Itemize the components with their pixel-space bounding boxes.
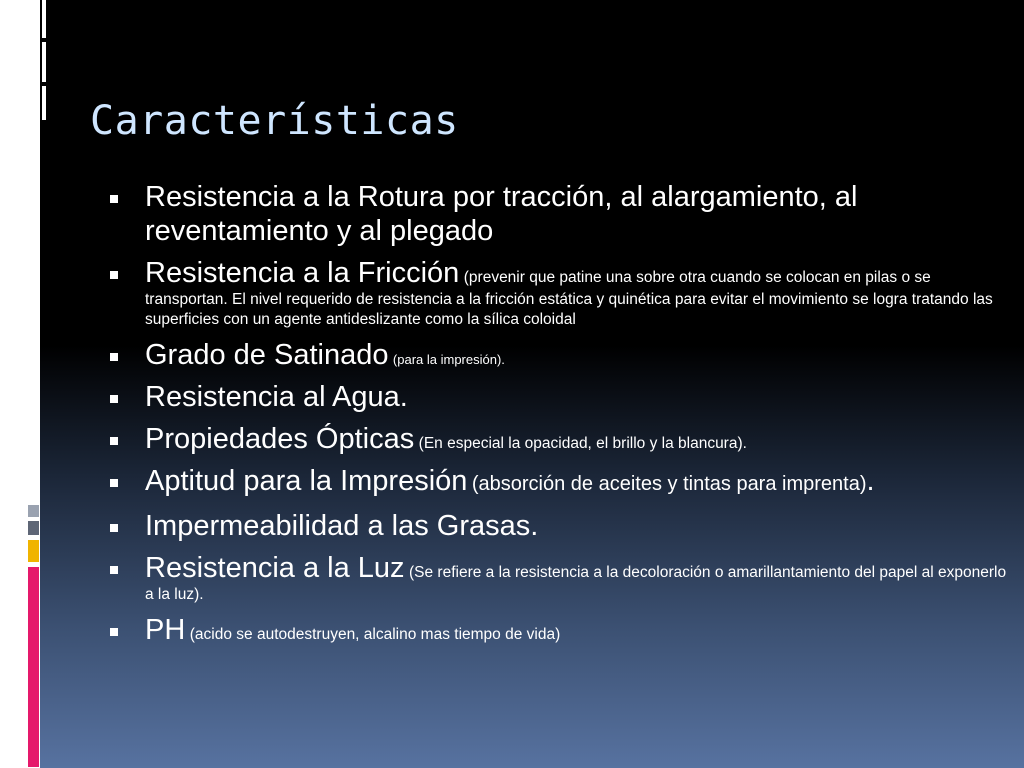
square-bullet-icon <box>110 524 118 532</box>
list-item <box>108 338 1008 372</box>
list-item <box>108 509 1008 543</box>
square-bullet-icon <box>110 628 118 636</box>
list-item <box>108 180 1008 248</box>
slide <box>40 0 1024 768</box>
item-main-text: Resistencia a la Luz <box>145 552 405 584</box>
accent-bars-icon <box>28 505 42 768</box>
item-main-text: Impermeabilidad a las Grasas. <box>145 510 539 542</box>
item-note-text: (absorción de aceites y tintas para imprenta) <box>471 473 867 495</box>
item-main-text: Propiedades Ópticas <box>145 423 415 455</box>
list-item <box>108 422 1008 456</box>
list-item <box>108 256 1008 330</box>
square-bullet-icon <box>110 271 118 279</box>
square-bullet-icon <box>110 195 118 203</box>
item-main-text: PH <box>145 614 186 646</box>
square-bullet-icon <box>110 566 118 574</box>
square-bullet-icon <box>110 437 118 445</box>
item-note-text: (acido se autodestruyen, alcalino mas tiempo de vida) <box>189 626 561 643</box>
item-main-text: Resistencia al Agua. <box>145 381 408 413</box>
slide-title: Características <box>90 98 459 144</box>
item-note-text: (En especial la opacidad, el brillo y la blancura). <box>418 435 747 452</box>
square-bullet-icon <box>110 353 118 361</box>
window-pattern-icon <box>28 0 48 120</box>
square-bullet-icon <box>110 479 118 487</box>
item-tail-text: . <box>866 465 875 497</box>
list-item <box>108 551 1008 605</box>
item-main-text: Resistencia a la Fricción <box>145 257 460 289</box>
bullet-list <box>108 180 1008 655</box>
item-note-text: (Se refiere a la resistencia a la decoloración o amarillantamiento del papel al exponerlo a la luz). <box>145 564 1007 603</box>
list-item <box>108 380 1008 414</box>
item-main-text: Aptitud para la Impresión <box>145 465 468 497</box>
list-item <box>108 464 1008 501</box>
item-main-text: Resistencia a la Rotura por tracción, al alargamiento, al reventamiento y al plegado <box>145 181 858 247</box>
square-bullet-icon <box>110 395 118 403</box>
list-item <box>108 613 1008 647</box>
item-main-text: Grado de Satinado <box>145 339 389 371</box>
item-note-text: (para la impresión). <box>392 352 505 367</box>
item-note-text: (prevenir que patine una sobre otra cuando se colocan en pilas o se transportan. El nivel requerido de resistencia a la fricción estática y quinética para evitar el movimiento se logra tratando las superficies con un agente antideslizante como la sílica coloidal <box>145 269 993 328</box>
